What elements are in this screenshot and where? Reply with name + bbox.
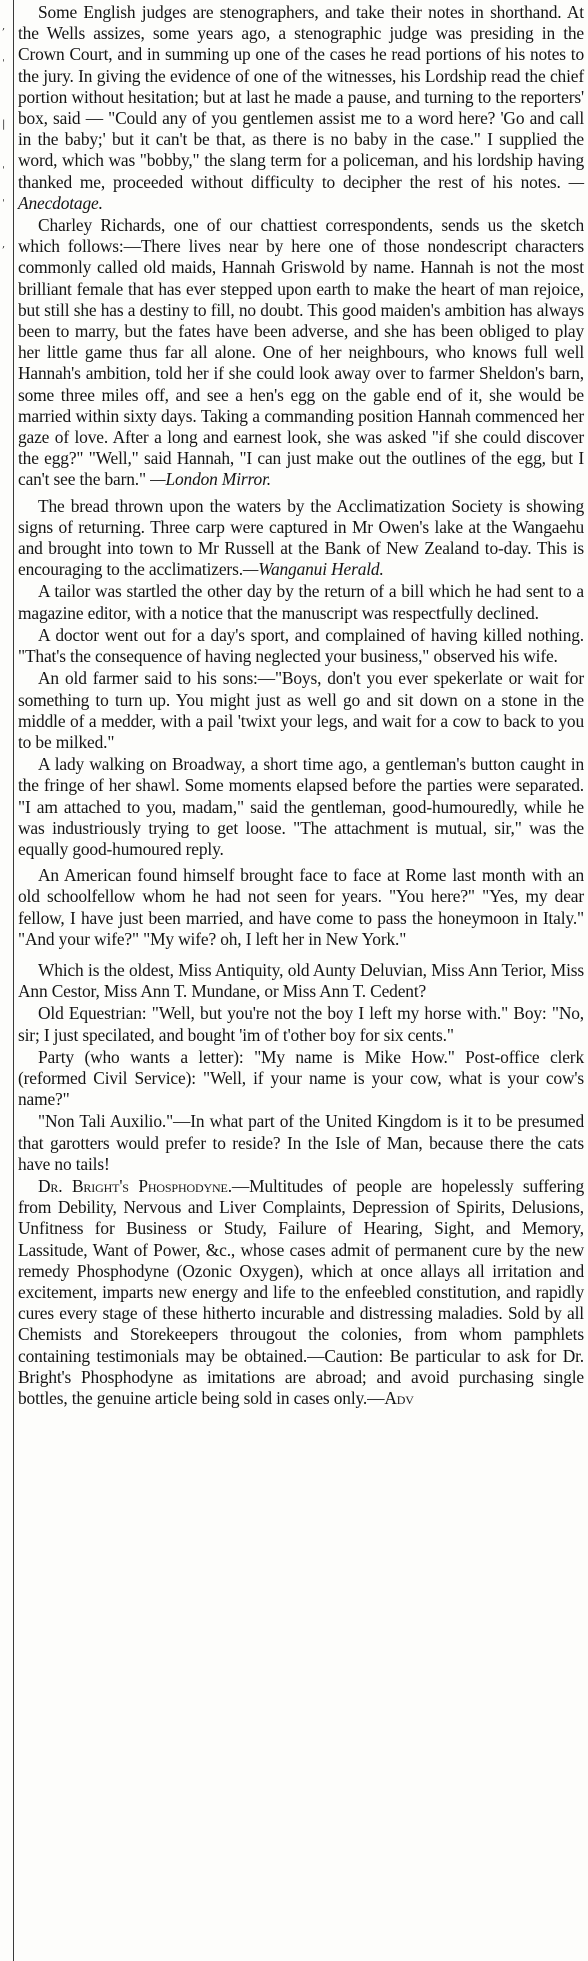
article-text: A doctor went out for a day's sport, and complained of having killed nothing. "That's the consequence of having neglected your business," observed his wife.	[18, 624, 584, 667]
article-phosphodyne-advert	[18, 1176, 584, 1409]
article-source: —Anecdotage.	[18, 171, 584, 213]
margin-tick: ,	[2, 239, 6, 250]
article-broadway-lady	[18, 754, 584, 860]
article-old-equestrian	[18, 1003, 584, 1045]
article-non-tali-auxilio	[18, 1111, 584, 1175]
column-rule	[13, 0, 14, 1961]
article-text: Which is the oldest, Miss Antiquity, old Aunty Deluvian, Miss Ann Terior, Miss Ann Cestor, Miss Ann T. Mundane, or Miss Ann T. Cedent?	[18, 959, 584, 1002]
article-acclimatization	[18, 496, 584, 581]
article-text: Charley Richards, one of our chattiest correspondents, sends us the sketch which follows:—There lives near by here one of those nondescript characters commonly called old maids, Hannah Griswold by name. Hannah is not the most brilliant female that has ever stepped upon earth to make the heart of man rejoice, but still she has a destiny to fill, no doubt. This good maiden's ambition has always been to marry, but the fates have been adverse, and she has been obliged to play her little game thus far all alone. One of her neighbours, who knows full well Hannah's ambition, told her if she could look away over to farmer Sheldon's barn, some three miles off, and see a hen's egg on the gable end of it, she would be married within sixty days. Taking a commanding position Hannah commenced her gaze of love. After a long and earnest look, she was asked "if she could discover the egg?" "Well," said Hannah, "I can just make out the outlines of the egg, but I can't see the barn."	[18, 215, 584, 490]
article-old-farmer	[18, 668, 584, 753]
article-hannah-griswold	[18, 215, 584, 491]
advert-heading: Dr. Bright's Phosphodyne.	[38, 1175, 232, 1196]
article-source: —Adv	[367, 1388, 414, 1408]
margin-tick: ˈ	[2, 199, 5, 210]
article-text: A lady walking on Broadway, a short time ago, a gentleman's button caught in the fringe of her shawl. Some moments elapsed before the parties were separated. "I am attached to you, madam," said the gentleman, good-humouredly, while he was industriously trying to get loose. "The attachment is mutual, sir," was the equally good-humoured reply.	[18, 754, 584, 859]
margin-tick: ˈ	[2, 59, 5, 70]
margin-tick: |	[2, 119, 6, 130]
article-oldest-miss	[18, 960, 584, 1002]
article-mike-how	[18, 1047, 584, 1111]
article-text: Old Equestrian: "Well, but you're not the boy I left my horse with." Boy: "No, sir; I just specilated, and bought 'im of t'other boy for six cents."	[18, 1003, 584, 1045]
article-doctor	[18, 625, 584, 667]
article-tailor	[18, 581, 584, 623]
article-source: —London Mirror.	[150, 469, 271, 490]
article-stenographic-judge	[18, 2, 584, 214]
left-margin-marks	[0, 0, 12, 1961]
article-text: A tailor was startled the other day by the return of a bill which he had sent to a magazine editor, with a notice that the manuscript was respectfully declined.	[18, 581, 584, 623]
article-text: Some English judges are stenographers, and take their notes in shorthand. At the Wells assizes, some years ago, a stenographic judge was presiding in the Crown Court, and in summing up one of the cases he read portions of his notes to the jury. In giving the evidence of one of the witnesses, his Lordship read the chief portion without hesitation; but at last he made a pause, and turning to the reporters' box, said — "Could any of you gentlemen assist me to a word here? 'Go and call in the baby;' but it can't be that, as there is no baby in the case." I supplied the word, which was "bobby," the slang term for a policeman, and his lordship having thanked me, proceeded without difficulty to decipher the rest of his notes.	[18, 2, 584, 192]
article-text: "Non Tali Auxilio."—In what part of the United Kingdom is it to be presumed that garotters would prefer to reside? In the Isle of Man, because there the cats have no tails!	[18, 1111, 584, 1174]
article-american-in-rome	[18, 865, 584, 950]
margin-tick: ˌ	[2, 159, 5, 170]
article-text: An American found himself brought face to face at Rome last month with an old schoolfellow whom he had not seen for years. "You here?" "Yes, my dear fellow, I have just been married, and have come to pass the honeymoon in Italy." "And your wife?" "My wife? oh, I left her in New York."	[18, 865, 584, 949]
margin-tick: ,	[2, 21, 6, 32]
news-column	[18, 2, 584, 1410]
article-text: Party (who wants a letter): "My name is Mike How." Post-office clerk (reformed Civil Service): "Well, if your name is your cow, what is your cow's name?"	[18, 1046, 584, 1110]
article-text: An old farmer said to his sons:—"Boys, don't you ever spekerlate or wait for something to turn up. You might just as well go and sit down on a stone in the middle of a medder, with a pail 'twixt your legs, and wait for a cow to back to you to be milked."	[18, 668, 584, 752]
article-text: The bread thrown upon the waters by the Acclimatization Society is showing signs of returning. Three carp were captured in Mr Owen's lake at the Wangaehu and brought into town to Mr Russell at the Bank of New Zealand to-day. This is encouraging to the acclimatizers.	[18, 495, 584, 580]
article-text: —Multitudes of people are hopelessly suffering from Debility, Nervous and Liver Complaints, Depression of Spirits, Delusions, Unfitness for Business or Study, Failure of Hearing, Sight, and Memory, Lassitude, Want of Power, &c., whose cases admit of permanent cure by the new remedy Phosphodyne (Ozonic Oxygen), which at once allays all irritation and excitement, imparts new energy and life to the enfeebled constitution, and rapidly cures every stage of these hitherto incurable and distressing maladies. Sold by all Chemists and Storekeepers througout the colonies, from whom pamphlets containing testimonials may be obtained.—Caution: Be particular to ask for Dr. Bright's Phosphodyne as imitations are abroad; and avoid purchasing single bottles, the genuine article being sold in cases only.	[18, 1175, 584, 1408]
article-source: —Wanganui Herald.	[242, 559, 384, 580]
